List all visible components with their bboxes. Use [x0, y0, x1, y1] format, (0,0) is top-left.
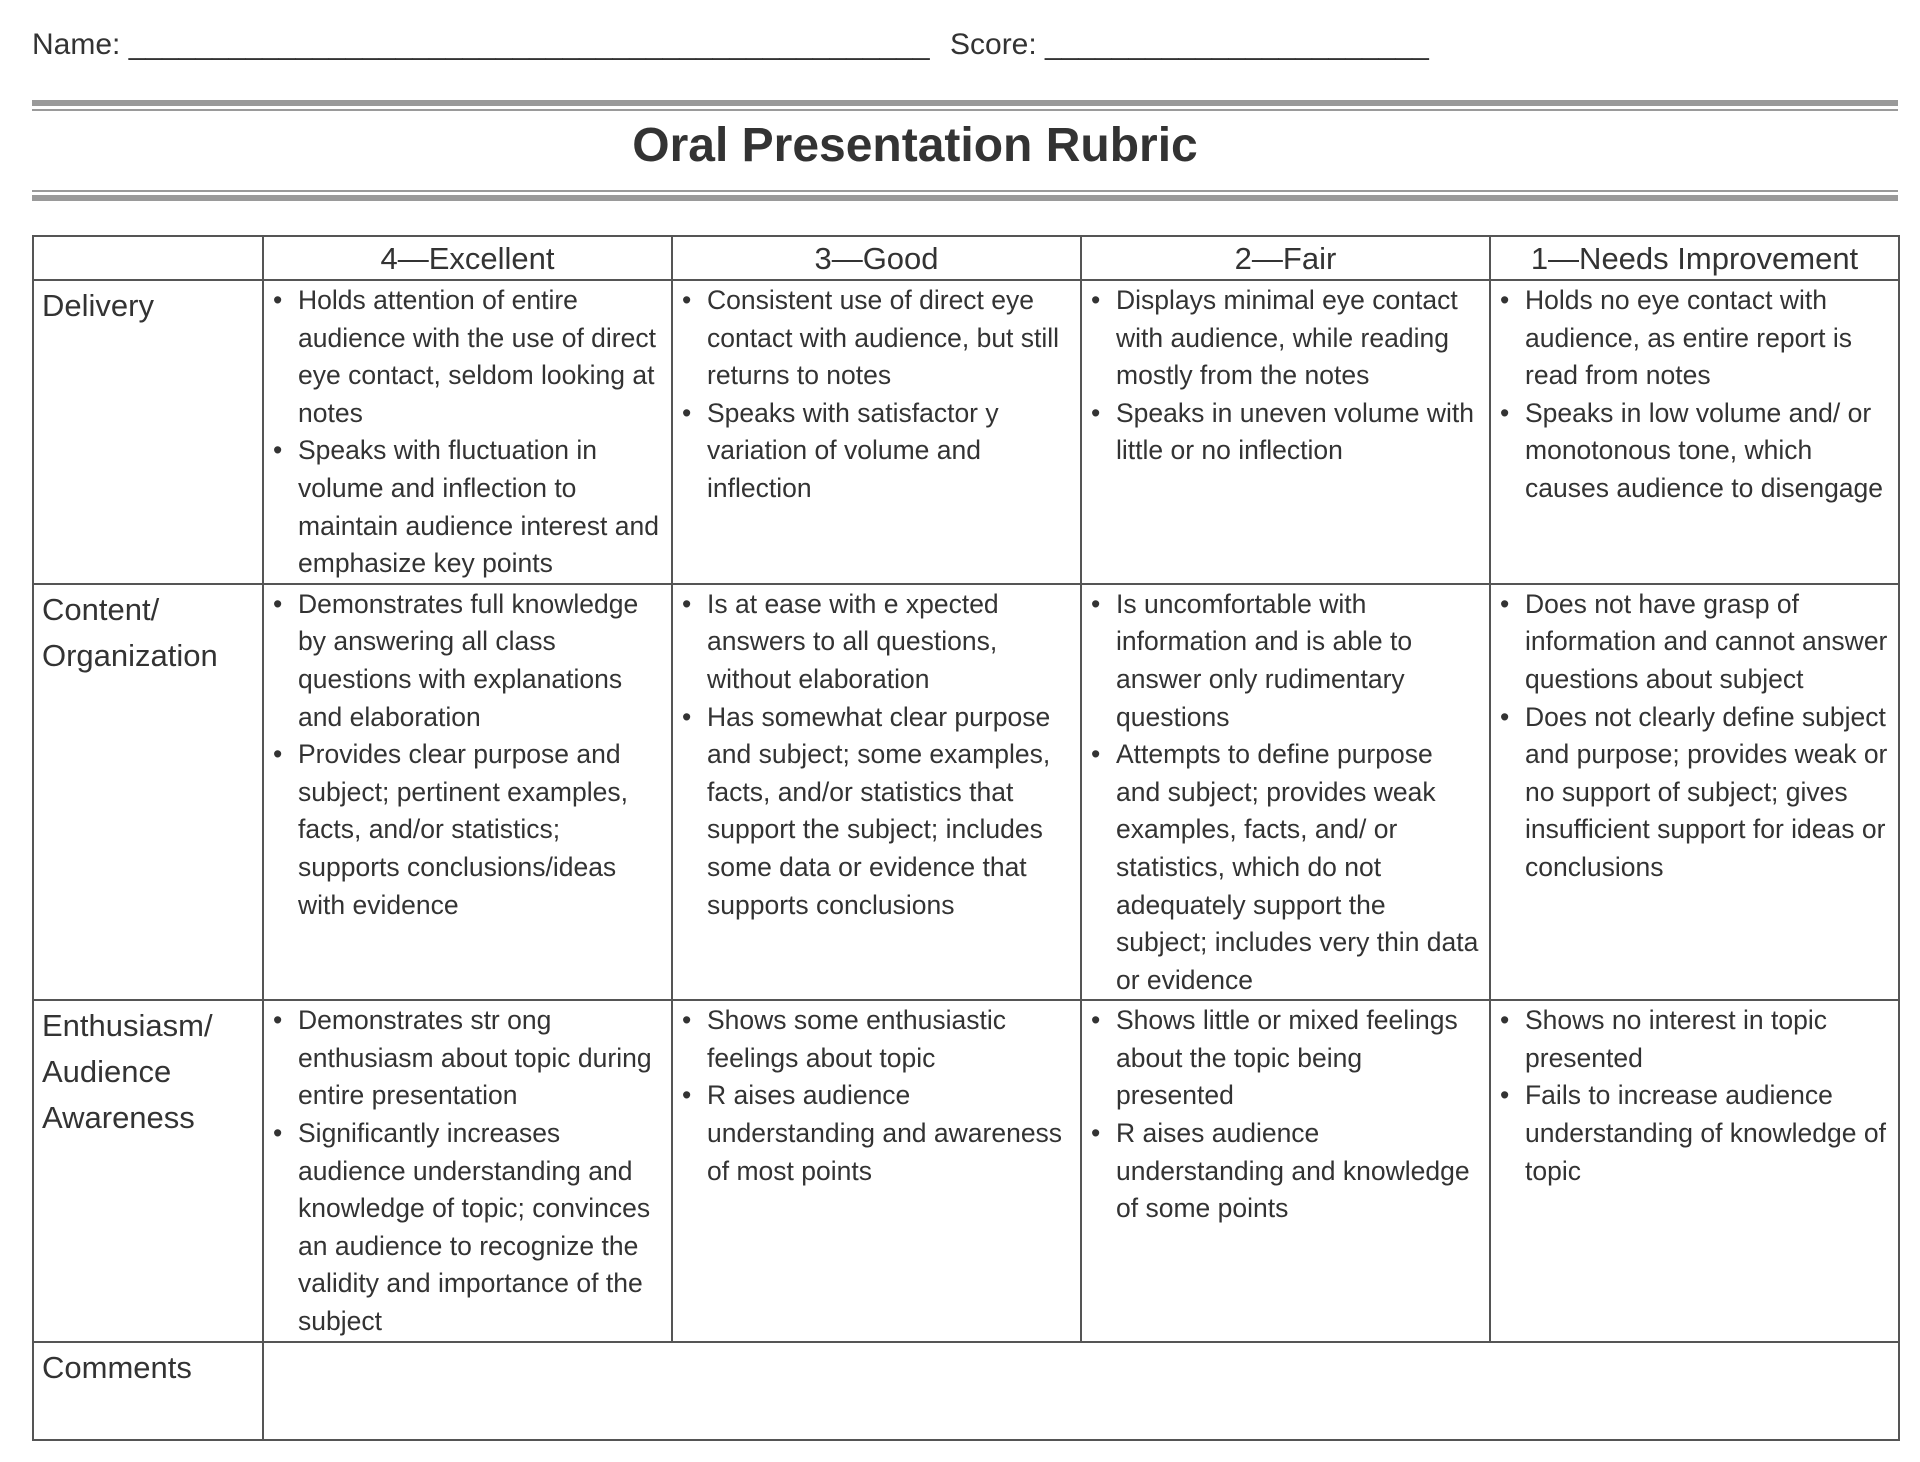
criterion-item: • Holds no eye contact with audience, as entire report is read from notes: [1497, 282, 1892, 395]
criterion-item: • Shows little or mixed feelings about the topic being presented: [1088, 1002, 1483, 1115]
cell-content-needs-improvement: [1490, 584, 1899, 1001]
criterion-item: • Speaks in uneven volume with little or no inflection: [1088, 395, 1483, 470]
criterion-item: • Displays minimal eye contact with audience, while reading mostly from the notes: [1088, 282, 1483, 395]
row-label-enthusiasm-audience-awareness: Enthusiasm/ Audience Awareness: [33, 1000, 263, 1341]
criterion-item: • Does not have grasp of information and cannot answer questions about subject: [1497, 586, 1892, 699]
criterion-item: • Fails to increase audience understanding of knowledge of topic: [1497, 1077, 1892, 1190]
criterion-item: • Shows no interest in topic presented: [1497, 1002, 1892, 1077]
criterion-item: • Provides clear purpose and subject; pertinent examples, facts, and/or statistics; supports conclusions/ideas with evidence: [270, 736, 665, 924]
row-label-content-organization: Content/ Organization: [33, 584, 263, 1001]
criterion-item: • Has somewhat clear purpose and subject; some examples, facts, and/or statistics that support the subject; includes some data or evidence that supports conclusions: [679, 699, 1074, 925]
page-title: Oral Presentation Rubric: [632, 119, 1198, 172]
criterion-item: • Speaks with fluctuation in volume and inflection to maintain audience interest and emphasize key points: [270, 432, 665, 582]
criterion-item: • Consistent use of direct eye contact with audience, but still returns to notes: [679, 282, 1074, 395]
header-good: 3—Good: [672, 236, 1081, 280]
criterion-item: • Demonstrates full knowledge by answering all class questions with explanations and elaboration: [270, 586, 665, 736]
rubric-header-row: [33, 236, 1899, 280]
row-label-delivery: Delivery: [33, 280, 263, 584]
cell-enthusiasm-needs-improvement: [1490, 1000, 1899, 1341]
cell-delivery-good: [672, 280, 1081, 584]
row-label-comments: Comments: [33, 1342, 263, 1440]
criterion-item: • Speaks in low volume and/ or monotonous tone, which causes audience to disengage: [1497, 395, 1892, 508]
criterion-item: • Attempts to define purpose and subject; provides weak examples, facts, and/ or statistics, which do not adequately support the subject; includes very thin data or evidence: [1088, 736, 1483, 999]
cell-delivery-excellent: [263, 280, 672, 584]
header-excellent: 4—Excellent: [263, 236, 672, 280]
cell-delivery-needs-improvement: [1490, 280, 1899, 584]
name-field[interactable]: Name: ________________________________________________: [32, 28, 930, 61]
cell-content-fair: [1081, 584, 1490, 1001]
student-info-row: [32, 28, 1429, 62]
criterion-item: • Significantly increases audience understanding and knowledge of topic; convinces an audience to recognize the validity and importance of the subject: [270, 1115, 665, 1341]
header-criteria: [33, 236, 263, 280]
criterion-item: • R aises audience understanding and awareness of most points: [679, 1077, 1074, 1190]
criterion-item: • R aises audience understanding and knowledge of some points: [1088, 1115, 1483, 1228]
table-row-enthusiasm-audience-awareness: [33, 1000, 1899, 1341]
table-row-content-organization: [33, 584, 1899, 1001]
criterion-item: • Holds attention of entire audience with the use of direct eye contact, seldom looking at notes: [270, 282, 665, 432]
cell-enthusiasm-excellent: [263, 1000, 672, 1341]
criterion-item: • Speaks with satisfactor y variation of volume and inflection: [679, 395, 1074, 508]
criterion-item: • Shows some enthusiastic feelings about topic: [679, 1002, 1074, 1077]
score-field[interactable]: Score: _______________________: [950, 28, 1429, 61]
title-bottom-rule: [32, 190, 1898, 201]
header-fair: 2—Fair: [1081, 236, 1490, 280]
cell-enthusiasm-good: [672, 1000, 1081, 1341]
cell-content-excellent: [263, 584, 672, 1001]
cell-content-good: [672, 584, 1081, 1001]
criterion-item: • Does not clearly define subject and purpose; provides weak or no support of subject; gives insufficient support for ideas or conclusions: [1497, 699, 1892, 887]
criterion-item: • Is at ease with e xpected answers to all questions, without elaboration: [679, 586, 1074, 699]
comments-area[interactable]: [263, 1342, 1899, 1440]
cell-delivery-fair: [1081, 280, 1490, 584]
header-needs-improvement: 1—Needs Improvement: [1490, 236, 1899, 280]
criterion-item: • Demonstrates str ong enthusiasm about topic during entire presentation: [270, 1002, 665, 1115]
table-row-delivery: [33, 280, 1899, 584]
table-row-comments: [33, 1342, 1899, 1440]
cell-enthusiasm-fair: [1081, 1000, 1490, 1341]
criterion-item: • Is uncomfortable with information and is able to answer only rudimentary questions: [1088, 586, 1483, 736]
rubric-table: [32, 235, 1900, 1441]
title-top-rule: [32, 100, 1898, 111]
